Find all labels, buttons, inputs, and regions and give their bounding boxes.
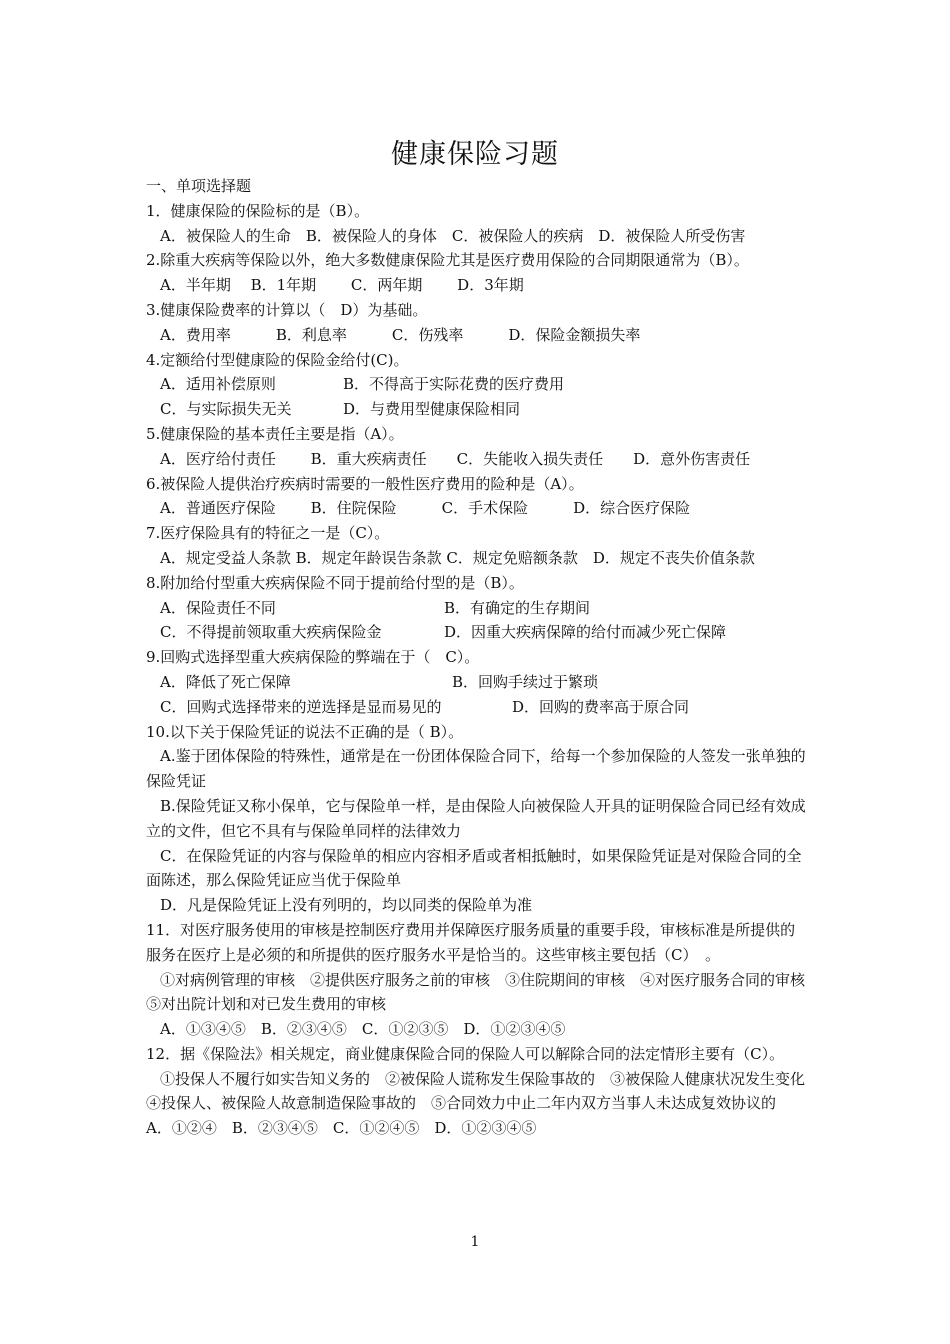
question-10-option-b: B.保险凭证又称小保单，它与保险单一样，是由保险人向被保险人开具的证明保险合同已经有效成立的文件，但它不具有与保险单同样的法律效力 <box>146 796 806 840</box>
question-9-stem: 9.回购式选择型重大疾病保险的弊端在于（ C）。 <box>146 648 480 667</box>
question-2-options: A．半年期 B．1年期 C．两年期 D．3年期 <box>160 276 524 295</box>
question-9-option-c: C．回购式选择带来的逆选择是显而易见的 <box>160 697 442 716</box>
question-8-option-a: A．保险责任不同 <box>160 598 276 617</box>
question-6-options: A．普通医疗保险 B．住院保险 C．手术保险 D．综合医疗保险 <box>160 499 691 518</box>
question-10-option-a: A.鉴于团体保险的特殊性，通常是在一份团体保险合同下，给每一个参加保险的人签发一张单独的保险凭证 <box>146 747 806 791</box>
question-8-options-row-2 <box>146 620 810 645</box>
question-6-stem: 6.被保险人提供治疗疾病时需要的一般性医疗费用的险种是（A）。 <box>146 474 584 493</box>
question-8-option-d: D．因重大疾病保障的给付而减少死亡保障 <box>444 623 727 642</box>
question-2-stem: 2.除重大疾病等保险以外，绝大多数健康保险尤其是医疗费用保险的合同期限通常为（B）。 <box>146 251 749 270</box>
question-9-option-d: D．回购的费率高于原合同 <box>512 697 690 716</box>
question-9-options-row-2 <box>146 695 810 720</box>
question-5-stem: 5.健康保险的基本责任主要是指（A）。 <box>146 424 404 443</box>
question-9-option-b: B．回购手续过于繁琐 <box>452 672 599 691</box>
question-10-option-c: C．在保险凭证的内容与保险单的相应内容相矛盾或者相抵触时，如果保险凭证是对保险合同的全面陈述，那么保险凭证应当优于保险单 <box>146 846 802 890</box>
question-9-option-a: A．降低了死亡保障 <box>160 672 291 691</box>
question-list <box>146 174 821 1141</box>
page-number: 1 <box>470 1234 480 1250</box>
question-8-option-b: B．有确定的生存期间 <box>444 598 591 617</box>
question-8-options-row-1 <box>146 596 810 621</box>
question-7-stem: 7.医疗保险具有的特征之一是（C）。 <box>146 524 390 543</box>
question-4-options-row-1 <box>146 372 810 397</box>
question-8-stem: 8.附加给付型重大疾病保险不同于提前给付型的是（B）。 <box>146 573 524 592</box>
question-11-items: ①对病例管理的审核 ②提供医疗服务之前的审核 ③住院期间的审核 ④对医疗服务合同的审核 ⑤对出院计划和对已发生费用的审核 <box>146 970 821 1014</box>
question-4-option-c: C．与实际损失无关 <box>160 400 292 419</box>
question-11-stem: 11．对医疗服务使用的审核是控制医疗费用并保障医疗服务质量的重要手段，审核标准是所提供的服务在医疗上是必须的和所提供的医疗服务水平是恰当的。这些审核主要包括（C） 。 <box>146 920 796 964</box>
question-1-stem: 1．健康保险的保险标的是（B）。 <box>146 201 370 220</box>
question-8-option-c: C．不得提前领取重大疾病保险金 <box>160 623 382 642</box>
question-11-options: A．①③④⑤ B．②③④⑤ C．①②③⑤ D．①②③④⑤ <box>160 1020 566 1039</box>
question-4-option-a: A．适用补偿原则 <box>160 375 276 394</box>
question-10-option-d: D．凡是保险凭证上没有列明的，均以同类的保险单为准 <box>160 896 533 915</box>
question-4-stem: 4.定额给付型健康险的保险金给付(C)。 <box>146 350 409 369</box>
question-4-option-d: D．与费用型健康保险相同 <box>343 400 521 419</box>
question-4-option-b: B．不得高于实际花费的医疗费用 <box>343 375 565 394</box>
section-heading: 一、单项选择题 <box>146 177 252 195</box>
question-12-options: A．①②④ B．②③④⑤ C．①②④⑤ D．①②③④⑤ <box>146 1119 537 1138</box>
question-4-options-row-2 <box>146 397 810 422</box>
question-12-items: ①投保人不履行如实告知义务的 ②被保险人谎称发生保险事故的 ③被保险人健康状况发生变化 ④投保人、被保险人故意制造保险事故的 ⑤合同效力中止二年内双方当事人未达成复效协议的 <box>146 1069 821 1113</box>
question-12-stem: 12．据《保险法》相关规定，商业健康保险合同的保险人可以解除合同的法定情形主要有（C）。 <box>146 1044 785 1063</box>
question-5-options: A．医疗给付责任 B．重大疾病责任 C．失能收入损失责任 D．意外伤害责任 <box>160 449 751 468</box>
question-9-options-row-1 <box>146 670 810 695</box>
question-10-stem: 10.以下关于保险凭证的说法不正确的是（ B）。 <box>146 722 464 741</box>
page-title: 健康保险习题 <box>391 139 559 170</box>
question-3-options: A．费用率 B．利息率 C．伤残率 D．保险金额损失率 <box>160 325 641 344</box>
question-1-options: A．被保险人的生命 B．被保险人的身体 C．被保险人的疾病 D．被保险人所受伤害 <box>160 226 746 245</box>
question-7-options: A．规定受益人条款 B．规定年龄误告条款 C．规定免赔额条款 D．规定不丧失价值条款 <box>160 548 755 567</box>
question-3-stem: 3.健康保险费率的计算以（ D）为基础。 <box>146 300 428 319</box>
